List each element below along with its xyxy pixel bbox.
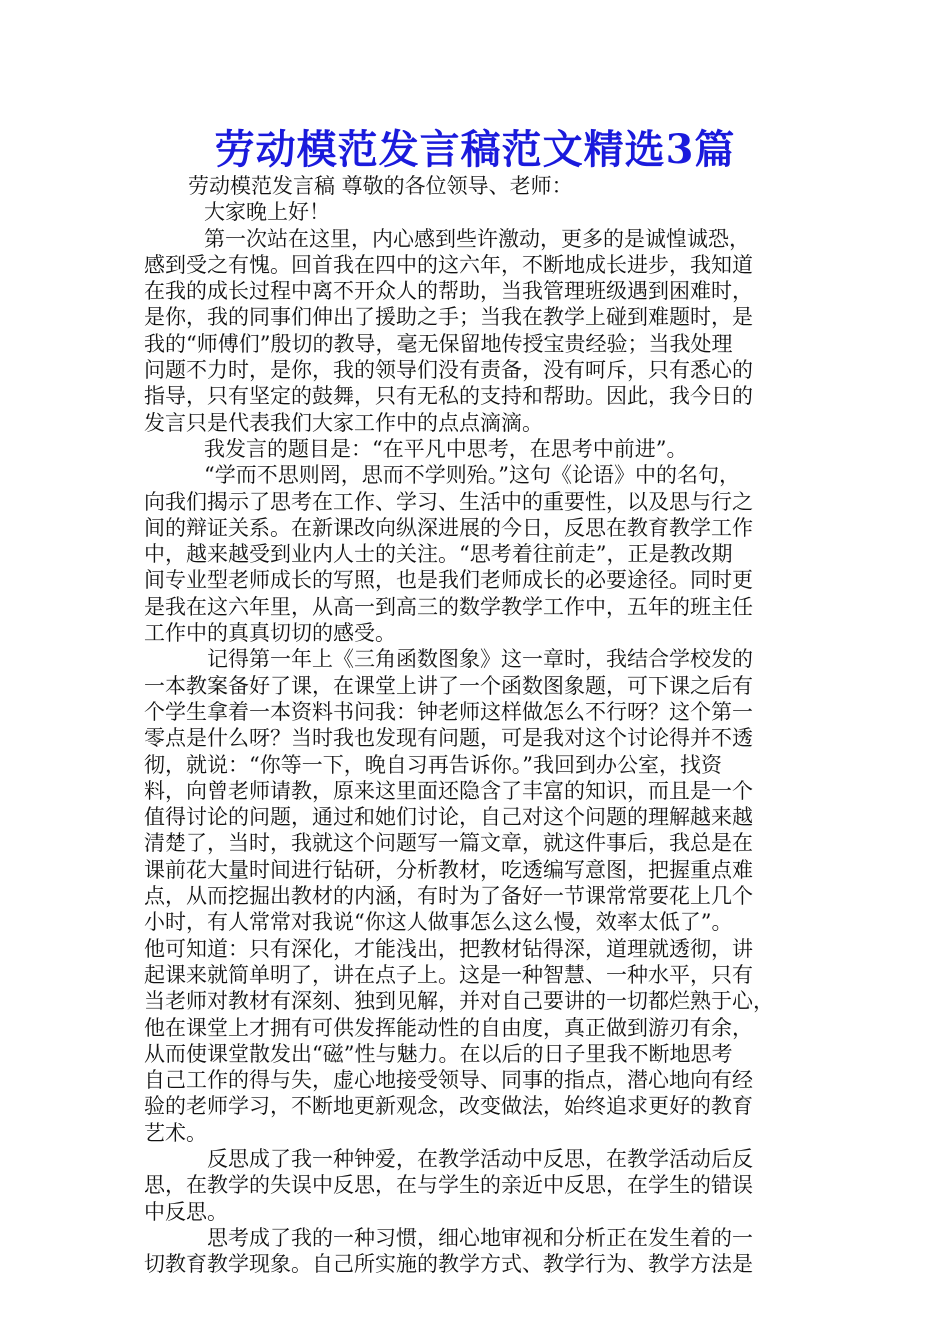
body-line: 他在课堂上才拥有可供发挥能动性的自由度，真正做到游刃有余， <box>144 1015 753 1040</box>
body-line: 我发言的题目是：“在平凡中思考，在思考中前进”。 <box>204 436 688 461</box>
body-line: 中反思。 <box>144 1199 228 1224</box>
body-line: 零点是什么呀？当时我也发现有问题，可是我对这个讨论得并不透 <box>144 726 753 751</box>
body-line: 间专业型老师成长的写照，也是我们老师成长的必要途径。同时更 <box>144 568 753 593</box>
body-line: 自己工作的得与失，虚心地接受领导、同事的指点，潜心地向有经 <box>144 1068 753 1093</box>
body-line: 他可知道：只有深化，才能浅出，把教材钻得深，道理就透彻，讲 <box>144 936 753 961</box>
body-line: 思，在教学的失误中反思，在与学生的亲近中反思，在学生的错误 <box>144 1173 753 1198</box>
body-line: “学而不思则罔，思而不学则殆。”这句《论语》中的名句， <box>204 463 740 488</box>
body-line: 艺术。 <box>144 1120 207 1145</box>
body-line: 切教育教学现象。自己所实施的教学方式、教学行为、教学方法是 <box>144 1252 753 1277</box>
body-line: 第一次站在这里，内心感到些许激动，更多的是诚惶诚恐， <box>204 226 750 251</box>
body-line: 中，越来越受到业内人士的关注。“思考着往前走”，正是教改期 <box>144 542 733 567</box>
body-line: 大家晚上好！ <box>204 200 330 225</box>
body-line: 当老师对教材有深刻、独到见解，并对自己要讲的一切都烂熟于心， <box>144 989 774 1014</box>
body-line: 指导，只有坚定的鼓舞，只有无私的支持和帮助。因此，我今日的 <box>144 384 753 409</box>
body-line: 是我在这六年里，从高一到高三的数学教学工作中，五年的班主任 <box>144 594 753 619</box>
body-line: 一本教案备好了课，在课堂上讲了一个函数图象题，可下课之后有 <box>144 673 753 698</box>
body-line: 劳动模范发言稿 尊敬的各位领导、老师： <box>188 174 573 198</box>
body-line: 反思成了我一种钟爱，在教学活动中反思，在教学活动后反 <box>207 1146 753 1171</box>
body-line: 发言只是代表我们大家工作中的点点滴滴。 <box>144 410 543 435</box>
body-line: 清楚了，当时，我就这个问题写一篇文章，就这件事后，我总是在 <box>144 831 753 856</box>
body-line: 课前花大量时间进行钻研，分析教材，吃透编写意图，把握重点难 <box>144 857 753 882</box>
body-line: 间的辩证关系。在新课改向纵深进展的今日，反思在教育教学工作 <box>144 515 753 540</box>
document-body <box>144 173 810 1277</box>
body-line: 个学生拿着一本资料书问我：钟老师这样做怎么不行呀？这个第一 <box>144 699 753 724</box>
document-title: 劳动模范发言稿范文精选3篇 <box>214 126 736 173</box>
body-line: 在我的成长过程中离不开众人的帮助，当我管理班级遇到困难时， <box>144 279 753 304</box>
body-line: 值得讨论的问题，通过和她们讨论，自己对这个问题的理解越来越 <box>144 805 753 830</box>
body-line: 向我们揭示了思考在工作、学习、生活中的重要性，以及思与行之 <box>144 489 753 514</box>
body-line: 料，向曾老师请教，原来这里面还隐含了丰富的知识，而且是一个 <box>144 778 753 803</box>
body-line: 感到受之有愧。回首我在四中的这六年，不断地成长进步，我知道 <box>144 252 753 277</box>
body-line: 记得第一年上《三角函数图象》这一章时，我结合学校发的 <box>207 647 753 672</box>
body-line: 彻，就说：“你等一下，晚自习再告诉你。”我回到办公室，找资 <box>144 752 722 777</box>
body-line: 验的老师学习，不断地更新观念，改变做法，始终追求更好的教育 <box>144 1094 753 1119</box>
body-line: 思考成了我的一种习惯，细心地审视和分析正在发生着的一 <box>207 1225 753 1250</box>
body-line: 是你，我的同事们伸出了援助之手；当我在教学上碰到难题时，是 <box>144 305 753 330</box>
body-line: 问题不力时，是你，我的领导们没有责备，没有呵斥，只有悉心的 <box>144 358 753 383</box>
body-line: 起课来就简单明了，讲在点子上。这是一种智慧、一种水平，只有 <box>144 962 753 987</box>
body-line: 从而使课堂散发出“磁”性与魅力。在以后的日子里我不断地思考 <box>144 1041 733 1066</box>
body-line: 小时，有人常常对我说“你这人做事怎么这么慢，效率太低了”。 <box>144 910 733 935</box>
body-line: 工作中的真真切切的感受。 <box>144 621 396 646</box>
body-line: 我的“师傅们”殷切的教导，毫无保留地传授宝贵经验；当我处理 <box>144 331 733 356</box>
body-line: 点，从而挖掘出教材的内涵，有时为了备好一节课常常要花上几个 <box>144 884 753 909</box>
